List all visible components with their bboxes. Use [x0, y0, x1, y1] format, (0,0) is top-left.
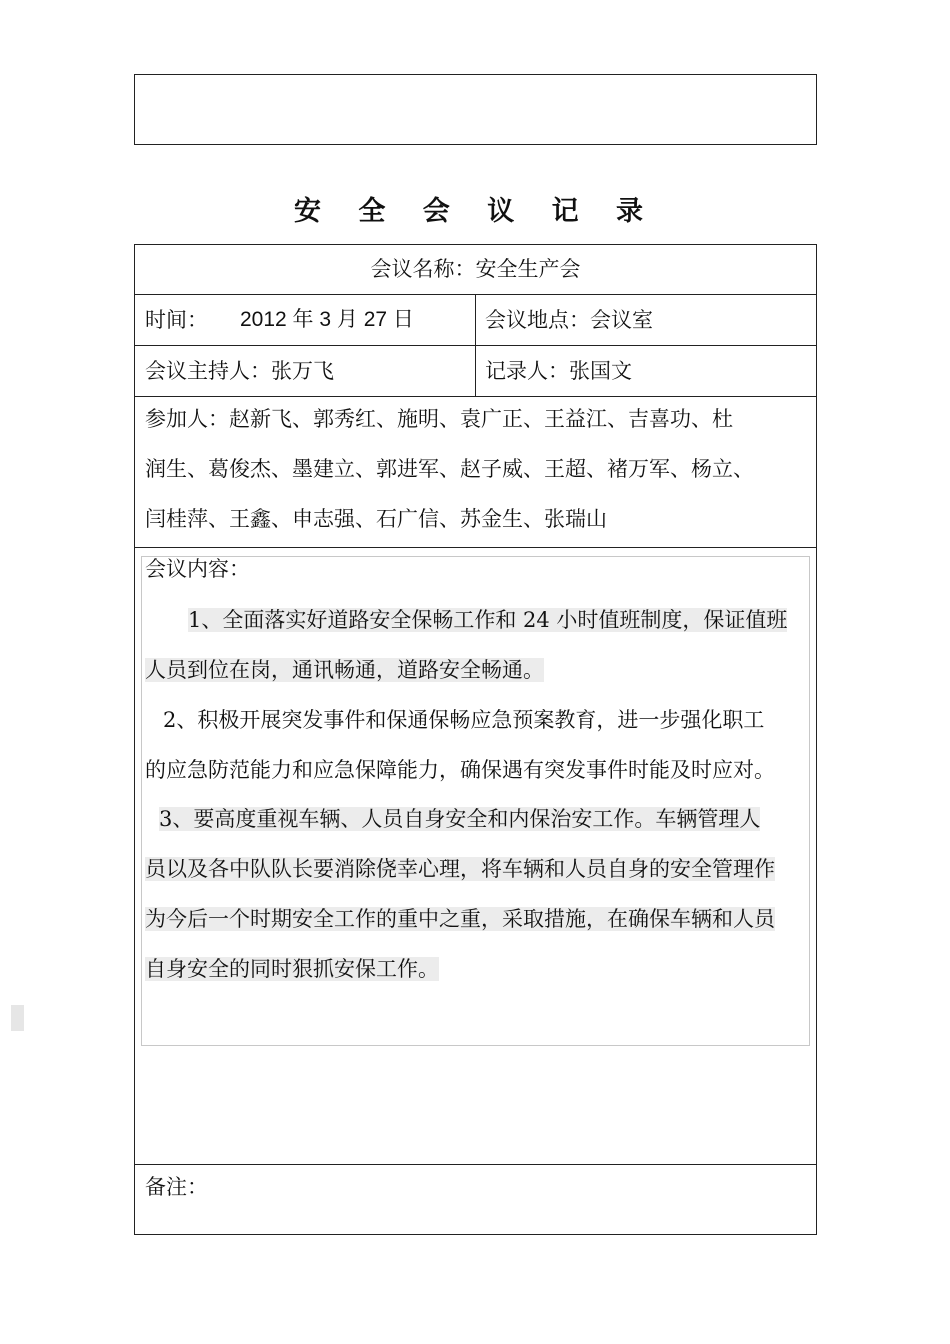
participants-line: 润生、葛俊杰、墨建立、郭进军、赵子威、王超、褚万军、杨立、	[145, 457, 754, 481]
meeting-name: 会议名称：安全生产会	[370, 257, 581, 281]
time-label: 时间：	[145, 308, 208, 332]
content-line: 为今后一个时期安全工作的重中之重，采取措施，在确保车辆和人员	[145, 907, 775, 931]
content-line: 员以及各中队队长要消除侥幸心理，将车辆和人员自身的安全管理作	[145, 857, 775, 881]
header-empty-box	[134, 74, 817, 145]
row-divider	[135, 1164, 816, 1165]
participants-line: 闫桂萍、王鑫、申志强、石广信、苏金生、张瑞山	[145, 507, 607, 531]
content-line: 1、全面落实好道路安全保畅工作和 24 小时值班制度，保证值班	[188, 608, 788, 632]
content-line: 人员到位在岗，通讯畅通，道路安全畅通。	[145, 658, 544, 682]
recorder: 记录人：张国文	[485, 359, 632, 383]
content-line: 的应急防范能力和应急保障能力，确保遇有突发事件时能及时应对。	[145, 758, 775, 782]
cursor-mark	[11, 1005, 24, 1031]
participants-line: 参加人：赵新飞、郭秀红、施明、袁广正、王益江、吉喜功、杜	[145, 407, 733, 431]
content-line: 自身安全的同时狠抓安保工作。	[145, 957, 439, 981]
meeting-date: 2012 年 3 月 27 日	[240, 308, 414, 331]
remarks-label: 备注：	[145, 1175, 208, 1199]
content-line: 2、积极开展突发事件和保通保畅应急预案教育，进一步强化职工	[163, 708, 765, 732]
content-line: 3、要高度重视车辆、人员自身安全和内保治安工作。车辆管理人	[159, 807, 761, 831]
document-title: 安 全 会 议 记 录	[294, 196, 657, 227]
content-label: 会议内容：	[145, 557, 250, 581]
meeting-host: 会议主持人：张万飞	[145, 359, 334, 383]
meeting-location: 会议地点：会议室	[485, 308, 653, 332]
column-divider	[475, 294, 476, 396]
meeting-record-form	[134, 244, 817, 1235]
